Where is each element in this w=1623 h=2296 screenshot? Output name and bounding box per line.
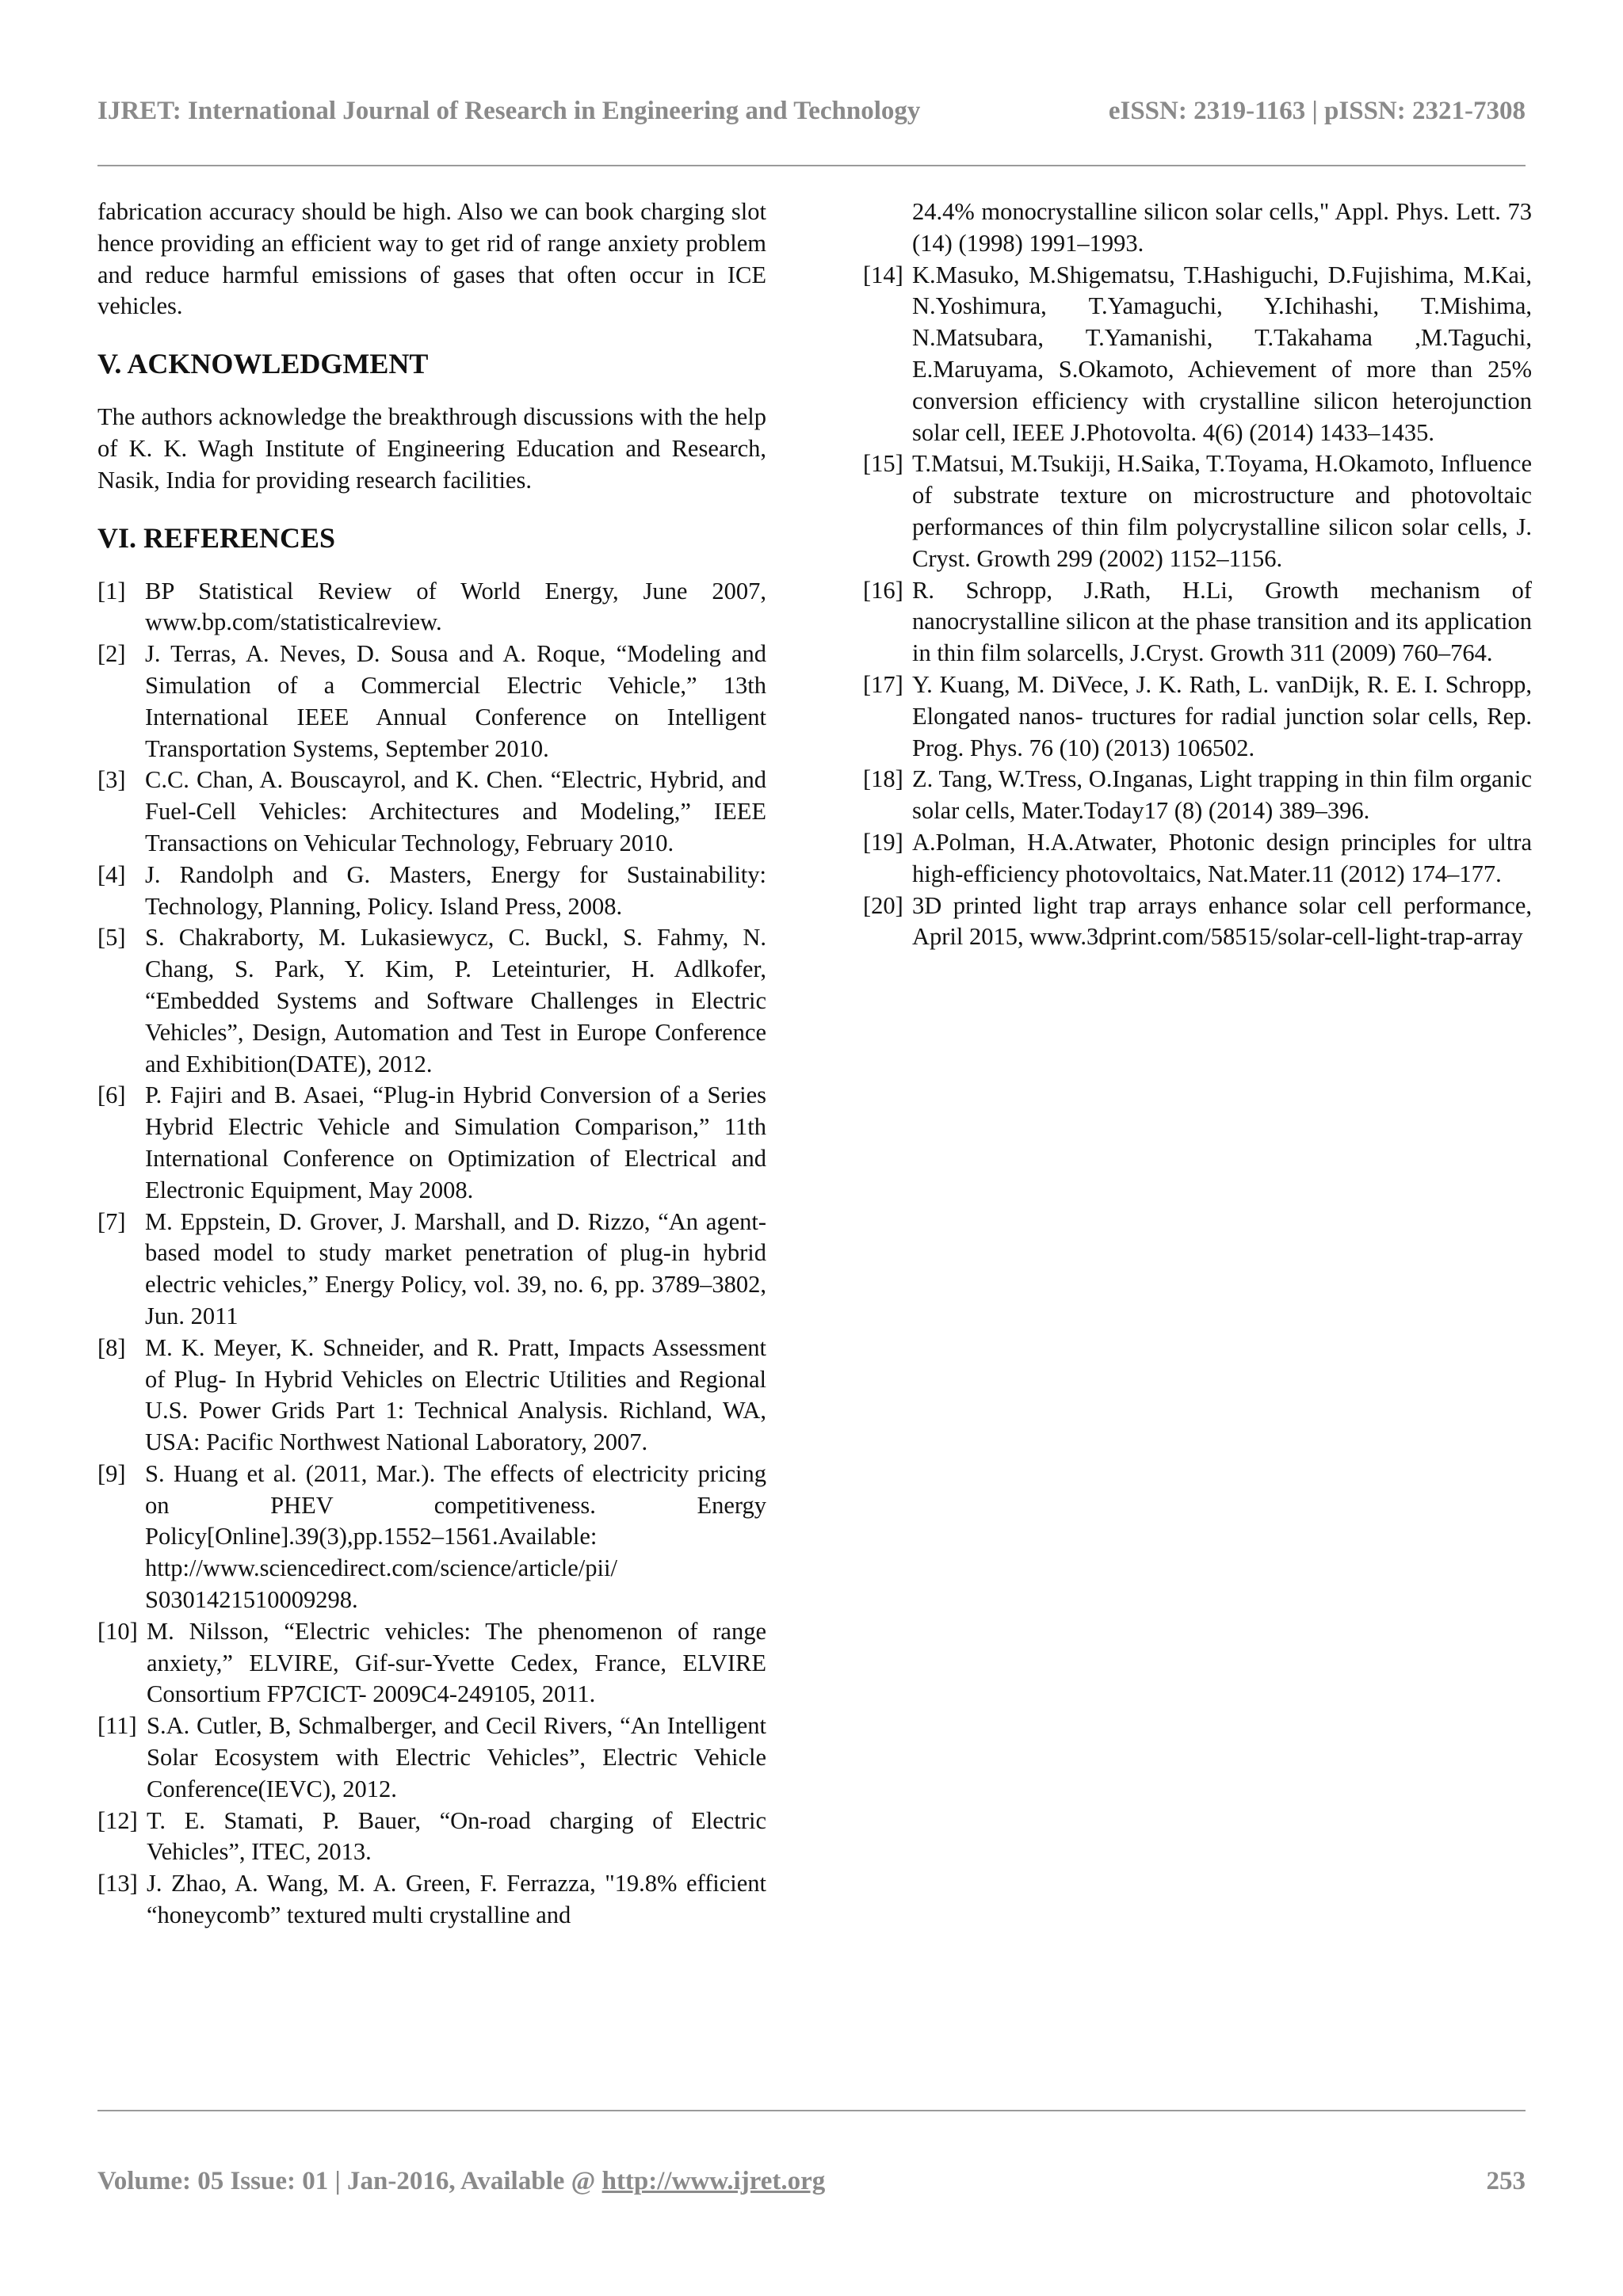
reference-text: 3D printed light trap arrays enhance solar cell performance, April 2015, www.3dprint.com/58515/solar-cell-light-trap-array — [912, 891, 1532, 951]
reference-number: [1] — [97, 577, 126, 605]
reference-item — [863, 260, 1532, 449]
reference-text: J. Randolph and G. Masters, Energy for Sustainability: Technology, Planning, Policy. Island Press, 2008. — [145, 860, 766, 920]
reference-item — [97, 576, 766, 639]
reference-item — [97, 1616, 766, 1711]
reference-text: C.C. Chan, A. Bouscayrol, and K. Chen. “Electric, Hybrid, and Fuel-Cell Vehicles: Architectures and Modeling,” IEEE Transactions on Vehicular Technology, February 2010. — [145, 766, 766, 856]
reference-number: [13] — [97, 1870, 138, 1897]
reference-number: [16] — [863, 576, 903, 604]
reference-number: [17] — [863, 670, 903, 698]
reference-item — [97, 1868, 766, 1932]
journal-title: IJRET: International Journal of Research in Engineering and Technology — [97, 97, 921, 125]
reference-number: [3] — [97, 766, 126, 794]
reference-item — [97, 1080, 766, 1206]
reference-text: Z. Tang, W.Tress, O.Inganas, Light trapping in thin film organic solar cells, Mater.Today17 (8) (2014) 389–396. — [912, 765, 1532, 825]
reference-text: T. E. Stamati, P. Bauer, “On-road charging of Electric Vehicles”, ITEC, 2013. — [147, 1806, 766, 1866]
reference-item — [97, 922, 766, 1080]
reference-text: R. Schropp, J.Rath, H.Li, Growth mechanism of nanocrystalline silicon at the phase transition and its application in thin film solarcells, J.Cryst. Growth 311 (2009) 760–764. — [912, 576, 1532, 667]
reference-item — [863, 669, 1532, 764]
reference-item — [97, 1806, 766, 1869]
reference-text: K.Masuko, M.Shigematsu, T.Hashiguchi, D.Fujishima, M.Kai, N.Yoshimura, T.Yamaguchi, Y.Ichihashi, T.Mishima, N.Matsubara, T.Yamanishi, T.Takahama ,M.Taguchi, E.Maruyama, S.Okamoto, Achievement of more than 25% conversion efficiency with crystalline silicon heterojunction solar cell, IEEE J.Photovolta. 4(6) (2014) 1433–1435. — [912, 261, 1532, 446]
reference-text: BP Statistical Review of World Energy, June 2007, www.bp.com/statisticalreview. — [145, 577, 766, 636]
reference-item — [97, 765, 766, 859]
page-footer — [97, 2167, 1526, 2196]
reference-item — [97, 1333, 766, 1459]
reference-item — [863, 448, 1532, 574]
reference-item — [97, 1459, 766, 1616]
reference-text: J. Zhao, A. Wang, M. A. Green, F. Ferrazza, "19.8% efficient “honeycomb” textured multi crystalline and — [147, 1870, 766, 1929]
reference-text: S.A. Cutler, B, Schmalberger, and Cecil Rivers, “An Intelligent Solar Ecosystem with Electric Vehicles”, Electric Vehicle Conference(IEVC), 2012. — [147, 1712, 766, 1802]
left-column — [97, 196, 766, 1932]
reference-text: A.Polman, H.A.Atwater, Photonic design principles for ultra high-efficiency photovoltaics, Nat.Mater.11 (2012) 174–177. — [912, 828, 1532, 887]
reference-item — [863, 764, 1532, 827]
reference-number: [11] — [97, 1712, 137, 1740]
reference-text: Y. Kuang, M. DiVece, J. K. Rath, L. vanDijk, R. E. I. Schropp, Elongated nanos- tructures for radial junction solar cells, Rep. Prog. Phys. 76 (10) (2013) 106502. — [912, 670, 1532, 761]
reference-item — [97, 860, 766, 923]
reference-number: [12] — [97, 1806, 138, 1834]
reference-item — [863, 575, 1532, 669]
header-rule — [97, 165, 1526, 166]
reference-number: [18] — [863, 765, 903, 793]
reference-number: [7] — [97, 1207, 126, 1235]
reference-item — [863, 891, 1532, 954]
footer-volume-text: Volume: 05 Issue: 01 | Jan-2016, Available @ — [97, 2167, 602, 2195]
reference-number: [14] — [863, 261, 903, 288]
reference-number: [6] — [97, 1081, 126, 1109]
reference-number: [10] — [97, 1617, 138, 1645]
page-header — [97, 97, 1526, 126]
reference-continuation: 24.4% monocrystalline silicon solar cells," Appl. Phys. Lett. 73 (14) (1998) 1991–1993. — [912, 198, 1532, 257]
reference-number: [20] — [863, 891, 903, 919]
reference-text: P. Fajiri and B. Asaei, “Plug-in Hybrid Conversion of a Series Hybrid Electric Vehicle and Simulation Comparison,” 11th International Conference on Optimization of Electrical and Electronic Equipment, May 2008. — [145, 1081, 766, 1203]
references-heading: VI. REFERENCES — [97, 521, 336, 554]
reference-number: [5] — [97, 924, 126, 952]
reference-item — [97, 1711, 766, 1805]
reference-number: [9] — [97, 1459, 126, 1487]
reference-item — [97, 639, 766, 765]
footer-volume-info — [97, 2167, 825, 2196]
reference-text: M. Eppstein, D. Grover, J. Marshall, and D. Rizzo, “An agent-based model to study market penetration of plug-in hybrid electric vehicles,” Energy Policy, vol. 39, no. 6, pp. 3789–3802, Jun. 2011 — [145, 1207, 766, 1329]
footer-rule — [97, 2110, 1526, 2111]
reference-item — [97, 1207, 766, 1333]
issn-info: eISSN: 2319-1163 | pISSN: 2321-7308 — [1108, 97, 1526, 125]
reference-text: M. K. Meyer, K. Schneider, and R. Pratt, Impacts Assessment of Plug- In Hybrid Vehicles on Electric Utilities and Regional U.S. Power Grids Part 1: Technical Analysis. Richland, WA, USA: Pacific Northwest National Laboratory, 2007. — [145, 1333, 766, 1456]
reference-text: T.Matsui, M.Tsukiji, H.Saika, T.Toyama, H.Okamoto, Influence of substrate texture on microstructure and photovoltaic performances of thin film polycrystalline silicon solar cells, J. Cryst. Growth 299 (2002) 1152–1156. — [912, 450, 1532, 572]
reference-number: [8] — [97, 1333, 126, 1361]
acknowledgment-paragraph: The authors acknowledge the breakthrough discussions with the help of K. K. Wagh Institute of Engineering Education and Research, Nasik, India for providing research facilities. — [97, 403, 766, 494]
page-number: 253 — [1486, 2167, 1526, 2195]
acknowledgment-heading: V. ACKNOWLEDGMENT — [97, 348, 429, 380]
right-column — [863, 196, 1532, 953]
reference-text: J. Terras, A. Neves, D. Sousa and A. Roque, “Modeling and Simulation of a Commercial Electric Vehicle,” 13th International IEEE Annual Conference on Intelligent Transportation Systems, September 2010. — [145, 640, 766, 762]
reference-number: [4] — [97, 860, 126, 888]
conclusion-tail-paragraph: fabrication accuracy should be high. Also we can book charging slot hence providing an efficient way to get rid of range anxiety problem and reduce harmful emissions of gases that often occur in ICE vehicles. — [97, 198, 766, 320]
journal-website-link[interactable]: http://www.ijret.org — [601, 2167, 826, 2195]
reference-number: [19] — [863, 828, 903, 856]
reference-text: M. Nilsson, “Electric vehicles: The phenomenon of range anxiety,” ELVIRE, Gif-sur-Yvette Cedex, France, ELVIRE Consortium FP7CICT- 2009C4-249105, 2011. — [147, 1617, 766, 1708]
reference-item — [863, 827, 1532, 891]
reference-number: [2] — [97, 640, 126, 668]
reference-text: S. Chakraborty, M. Lukasiewycz, C. Buckl, S. Fahmy, N. Chang, S. Park, Y. Kim, P. Leteinturier, H. Adlkofer, “Embedded Systems and Software Challenges in Electric Vehicles”, Design, Automation and Test in Europe Conference and Exhibition(DATE), 2012. — [145, 924, 766, 1077]
reference-number: [15] — [863, 450, 903, 478]
reference-text: S. Huang et al. (2011, Mar.). The effects of electricity pricing on PHEV competitiveness. Energy Policy[Online].39(3),pp.1552–1561.Available: http://www.sciencedirect.com/science/article/pii/ S0301421510009298. — [145, 1459, 766, 1614]
